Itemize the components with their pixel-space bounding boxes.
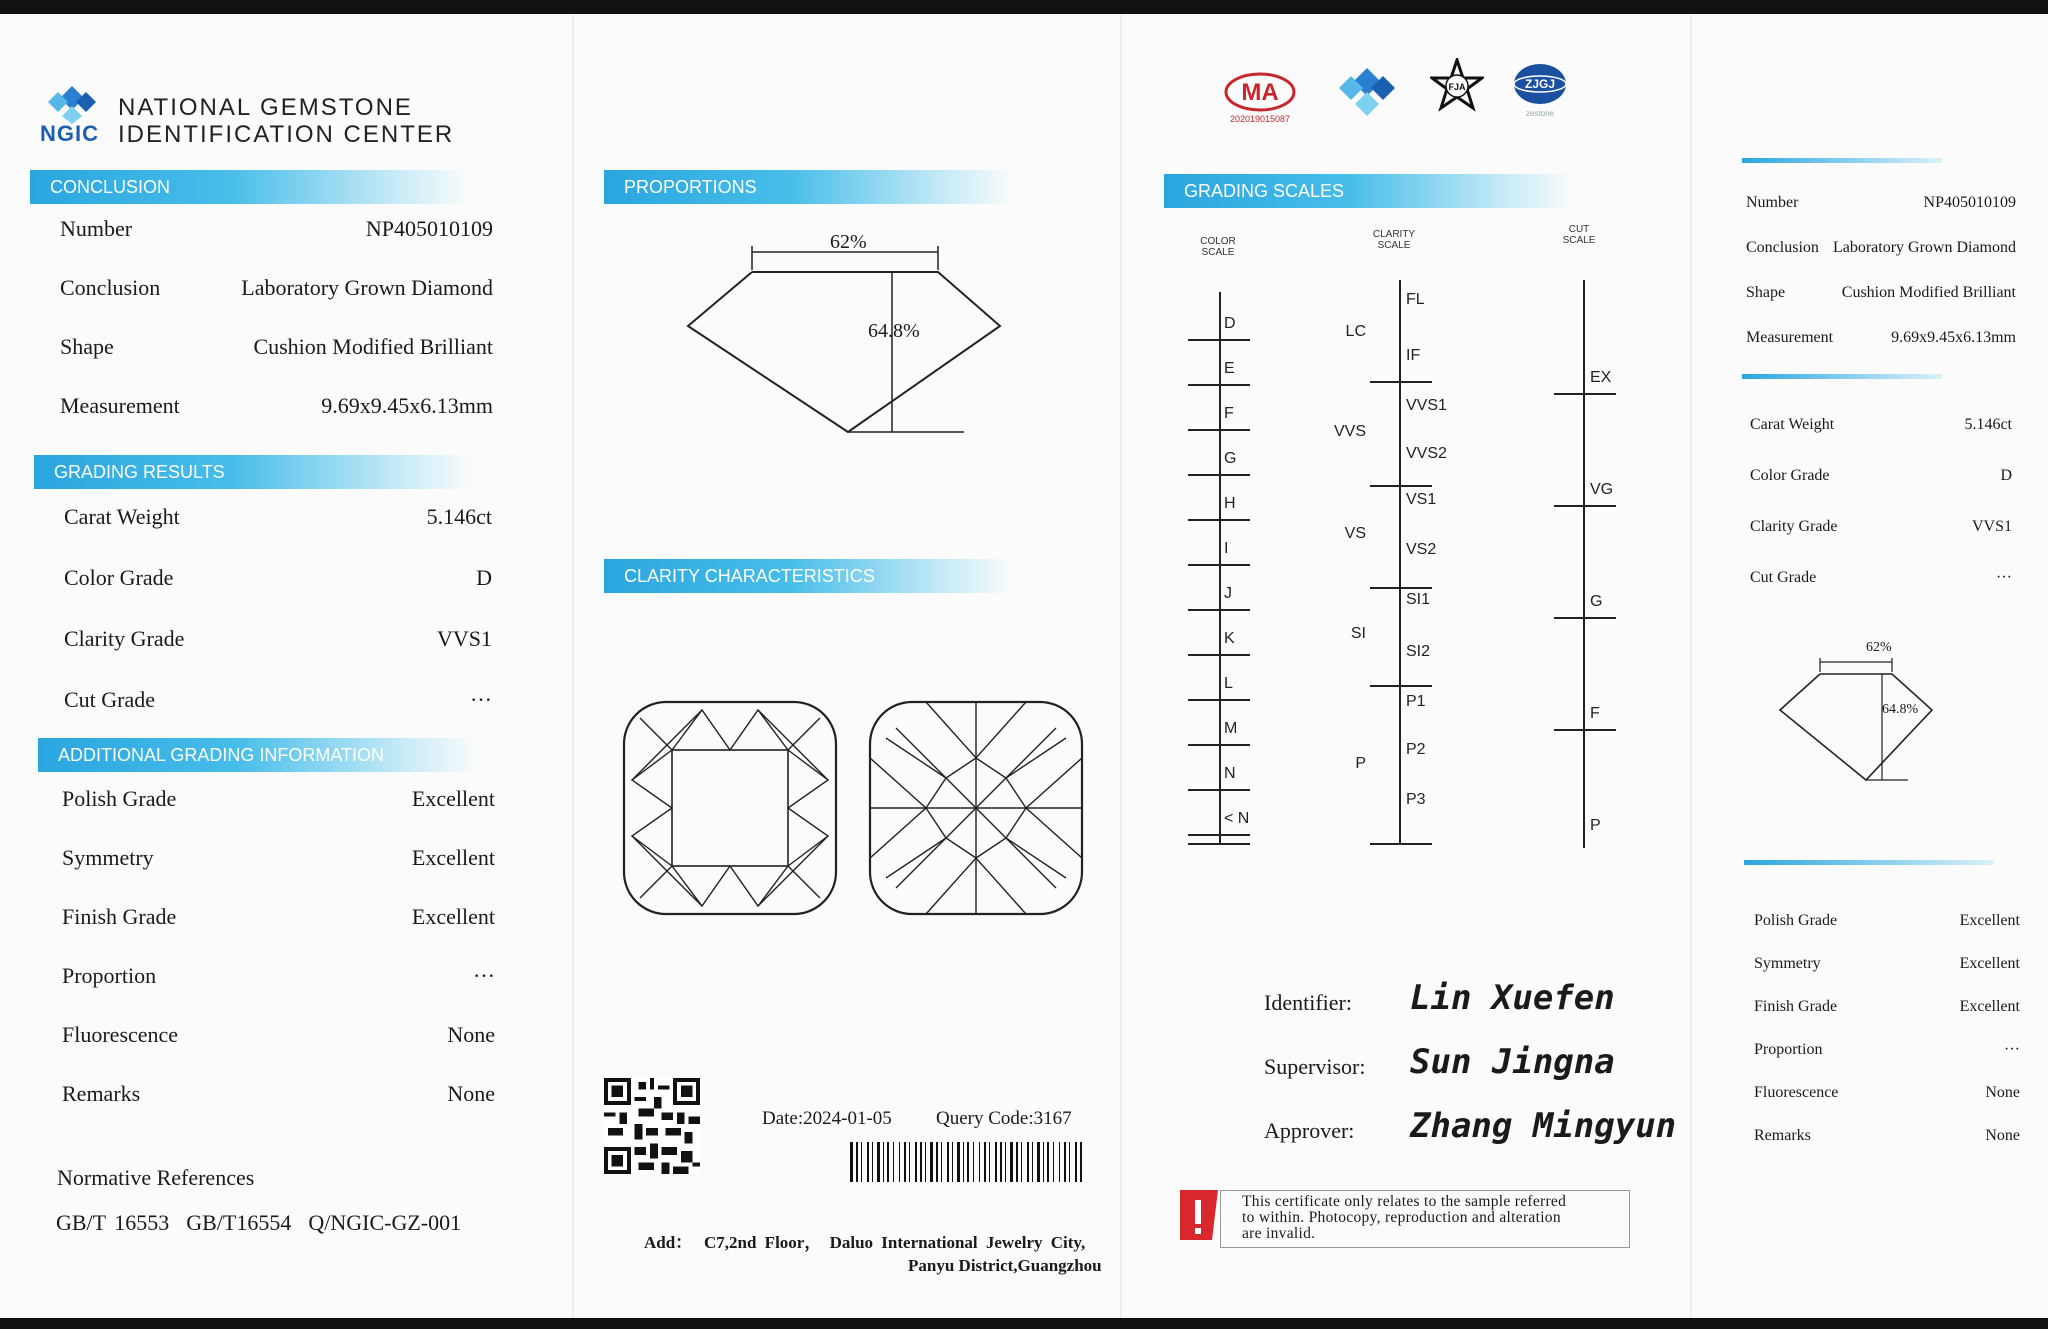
field-value: D [2000,467,2012,484]
clarity-scale-title-line1: CLARITY [1372,229,1416,240]
barcode-bar [936,1142,938,1182]
cma-code: 202019015087 [1229,114,1291,124]
barcode-bar [1000,1142,1002,1182]
color-grade-label: L [1224,675,1233,692]
barcode-bar [887,1142,889,1182]
field-label: Color Grade [1750,467,1830,484]
clarity-group-label: VS [1344,525,1366,542]
barcode-bar [995,1142,997,1182]
color-grade-label: E [1224,360,1235,377]
color-scale-title [1196,236,1240,258]
field-value: ··· [2004,1041,2020,1058]
field-label: Color Grade [64,565,174,590]
field-value: Excellent [411,845,495,870]
field-label: Conclusion [60,275,161,300]
cut-grade-label: P [1590,817,1601,834]
clarity-grade-label: P2 [1406,741,1426,758]
color-grade-label: H [1224,495,1236,512]
fja-text: FJA [1448,82,1466,92]
barcode-bar [1032,1142,1033,1182]
field-value: Laboratory Grown Diamond [1832,239,2016,256]
clarity-grade-label: SI2 [1406,643,1431,660]
barcode-bar [867,1142,869,1182]
disclaimer-box [1176,1186,1636,1254]
barcode-bar [877,1142,880,1182]
field-label: Shape [1746,284,1786,301]
barcode-bar [1027,1142,1029,1182]
cut-grade-label: VG [1590,481,1614,498]
conclusion-heading: CONCLUSION [30,170,470,204]
clarity-grade-label: VVS2 [1406,445,1447,462]
field-label: Measurement [60,393,180,418]
barcode-bar [872,1142,873,1182]
clarity-group-label: P [1355,755,1366,772]
cut-grade-label: F [1590,705,1600,722]
field-value: None [1985,1084,2020,1101]
address-line2: Panyu District,Guangzhou [908,1256,1102,1275]
fja-star-icon [1430,58,1484,114]
barcode-bar [893,1142,894,1182]
signature-role: Approver: [1264,1118,1355,1143]
field-value: VVS1 [1971,518,2012,535]
barcode-bar [1043,1142,1044,1182]
barcode-bar [941,1142,942,1182]
reference-item: GB/T16554 [186,1210,292,1235]
field-label: Shape [60,334,114,359]
field-label: Finish Grade [1754,998,1838,1015]
color-grade-label: N [1224,765,1236,782]
zjgj-text: ZJGJ [1524,77,1556,91]
field-label: Polish Grade [62,786,177,811]
org-name-line1: NATIONAL GEMSTONE [118,94,413,121]
field-value: None [447,1081,495,1106]
signature-role: Supervisor: [1264,1054,1366,1079]
field-label: Remarks [1754,1127,1811,1144]
crown-view-diagram [620,698,840,918]
field-label: Proportion [1754,1041,1823,1058]
color-grade-label: < N [1224,810,1250,827]
barcode-bar [1053,1142,1054,1182]
barcode-bar [1021,1142,1022,1182]
field-value: Excellent [1959,955,2020,972]
barcode-bar [904,1142,906,1182]
barcode-bar [963,1142,964,1182]
field-label: Proportion [62,963,157,988]
references-heading: Normative References [57,1165,255,1190]
color-grade-label: K [1224,630,1235,647]
signature-name: Lin Xuefen [1410,978,1615,1018]
clarity-grade-label: VVS1 [1406,397,1447,414]
field-label: Fluorescence [1754,1084,1839,1101]
cut-grade-label: G [1590,593,1603,610]
field-value: D [476,565,492,590]
barcode-bar [930,1142,933,1182]
field-label: Carat Weight [1750,416,1835,433]
clarity-grade-label: VS2 [1406,541,1437,558]
barcode-bar [1075,1142,1077,1182]
field-value: NP405010109 [365,216,493,241]
barcode-bar [1010,1142,1013,1182]
reference-item: Q/NGIC-GZ-001 [308,1210,462,1235]
color-scale-title-line2: SCALE [1201,247,1235,258]
barcode-bar [1064,1142,1066,1182]
barcode-bar [1059,1142,1060,1182]
summary-divider [1744,860,1994,865]
clarity-scale-title-line2: SCALE [1377,240,1411,251]
clarity-grade-label: SI1 [1406,591,1431,608]
disclaimer-line3: are invalid. [1242,1225,1316,1242]
field-label: Measurement [1746,329,1834,346]
org-abbreviation: NGIC [40,121,99,146]
field-label: Cut Grade [64,687,156,712]
grading-scales-chart [1150,270,1630,850]
clarity-grade-label: P1 [1406,693,1426,710]
clarity-group-label: LC [1345,323,1366,340]
barcode-bar [973,1142,974,1182]
depth-percentage: 64.8% [868,320,920,342]
barcode-bar [1080,1142,1082,1182]
field-label: Symmetry [62,845,154,870]
cut-grade-label: EX [1590,369,1612,386]
zjgj-subtext: zestone [1525,109,1555,118]
barcode-bar [947,1142,949,1182]
field-label: Number [60,216,133,241]
barcode-bar [850,1142,853,1182]
field-value: Laboratory Grown Diamond [241,275,493,300]
color-scale-title-line1: COLOR [1200,236,1236,247]
barcode-bar [856,1142,858,1182]
fold-line [1120,14,1123,1318]
fold-line [572,14,575,1318]
field-label: Fluorescence [62,1022,179,1047]
barcode-bar [883,1142,884,1182]
field-value: ··· [470,687,492,712]
field-label: Conclusion [1746,239,1819,256]
grading-scales-heading: GRADING SCALES [1164,174,1574,208]
ngic-diamond-logo-icon [44,84,100,126]
clarity-group-label: SI [1350,625,1366,642]
references-list [56,1210,461,1236]
zjgj-globe-icon [1508,60,1572,122]
field-label: Polish Grade [1754,912,1838,929]
barcode-bar [984,1142,986,1182]
field-label: Clarity Grade [64,626,185,651]
barcode-bar [967,1142,969,1182]
barcode-bar [1037,1142,1040,1182]
field-value: None [1985,1127,2020,1144]
field-label: Number [1746,194,1799,211]
signature-role: Identifier: [1264,990,1352,1015]
barcode-bar [861,1142,862,1182]
color-grade-label: G [1224,450,1237,467]
field-value: Excellent [1959,998,2020,1015]
field-label: Finish Grade [62,904,177,929]
color-grade-label: J [1224,585,1232,602]
bottom-border [0,1318,2048,1329]
field-value: Cushion Modified Brilliant [253,334,493,359]
org-name-line2: IDENTIFICATION CENTER [118,121,455,148]
clarity-grade-label: IF [1406,347,1421,364]
barcode-bar [1047,1142,1049,1182]
issue-date: Date:2024-01-05 [762,1108,892,1129]
field-value: 5.146ct [426,504,492,529]
barcode-bar [925,1142,926,1182]
field-label: Remarks [62,1081,141,1106]
barcode [850,1142,1084,1182]
exclamation-icon [1176,1186,1222,1244]
field-value: Excellent [411,786,495,811]
field-value: 9.69x9.45x6.13mm [321,393,493,418]
cma-mark-text: MA [1241,79,1279,106]
barcode-bar [915,1142,917,1182]
clarity-grade-label: VS1 [1406,491,1437,508]
cut-scale-title-line1: CUT [1568,224,1590,235]
disclaimer-line1: This certificate only relates to the sample referred [1242,1193,1567,1210]
field-value: ··· [1996,569,2012,586]
qr-code[interactable] [604,1078,700,1174]
additional-heading: ADDITIONAL GRADING INFORMATION [38,738,478,772]
disclaimer-line2: to within. Photocopy, reproduction and alteration [1242,1209,1561,1226]
table-percentage: 62% [830,231,867,253]
field-value: Cushion Modified Brilliant [1841,284,2016,301]
field-value: ··· [473,963,495,988]
field-label: Carat Weight [64,504,180,529]
barcode-bar [1069,1142,1070,1182]
address-line1: C7,2nd Floor， Daluo International Jewelry City, [704,1233,1086,1252]
color-grade-label: I [1224,540,1229,557]
field-value: Excellent [1959,912,2020,929]
field-label: Symmetry [1754,955,1821,972]
field-value: VVS1 [436,626,492,651]
signature-name: Sun Jingna [1410,1042,1615,1082]
clarity-grade-label: P3 [1406,791,1426,808]
address-label: Add： [644,1233,693,1252]
barcode-bar [1016,1142,1018,1182]
signature-name: Zhang Mingyun [1410,1106,1677,1146]
field-value: None [447,1022,495,1047]
summary-depth-percentage: 64.8% [1882,702,1919,717]
color-grade-label: D [1224,315,1236,332]
fold-line [1690,14,1693,1318]
field-value: 9.69x9.45x6.13mm [1891,329,2016,346]
top-border [0,0,2048,14]
barcode-bar [899,1142,900,1182]
summary-table-percentage: 62% [1866,640,1892,655]
field-label: Clarity Grade [1750,518,1838,535]
org-name [118,94,454,148]
proportions-heading: PROPORTIONS [604,170,1014,204]
disclaimer-text [1242,1194,1566,1242]
barcode-bar [909,1142,910,1182]
field-label: Cut Grade [1750,569,1817,586]
grading-results-heading: GRADING RESULTS [34,455,474,489]
barcode-bar [979,1142,980,1182]
cut-scale-title-line2: SCALE [1562,235,1596,246]
cut-scale-title [1554,224,1604,246]
barcode-bar [957,1142,960,1182]
color-grade-label: M [1224,720,1238,737]
cma-mark-icon [1222,70,1298,126]
field-value: Excellent [411,904,495,929]
proportion-diagram [680,230,1010,440]
clarity-characteristics-heading: CLARITY CHARACTERISTICS [604,559,1014,593]
pavilion-view-diagram [866,698,1086,918]
barcode-bar [920,1142,922,1182]
summary-divider [1742,374,1942,379]
clarity-group-label: VVS [1333,423,1366,440]
barcode-bar [1005,1142,1006,1182]
field-value: 5.146ct [1964,416,2012,433]
clarity-grade-label: FL [1406,291,1425,308]
query-code: Query Code:3167 [936,1108,1072,1129]
barcode-bar [952,1142,953,1182]
clarity-scale-title [1368,229,1420,251]
summary-divider [1742,158,1942,163]
barcode-bar [989,1142,990,1182]
reference-item: GB/T 16553 [56,1210,170,1235]
field-value: NP405010109 [1923,194,2016,211]
ngic-diamond-logo-icon [1336,66,1398,118]
color-grade-label: F [1224,405,1234,422]
